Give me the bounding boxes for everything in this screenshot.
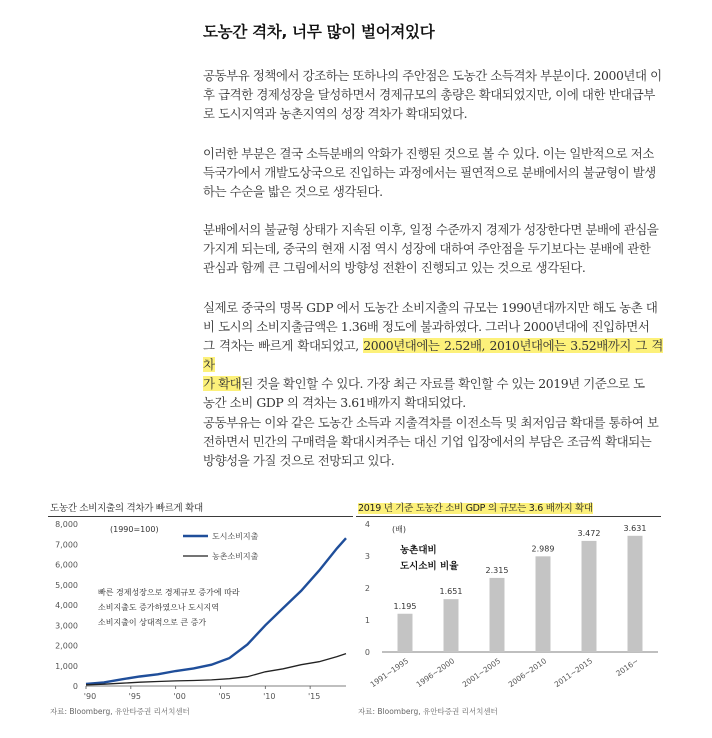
- x-category-label: 2001~2005: [460, 656, 503, 690]
- y-tick-label: 7,000: [55, 540, 78, 550]
- y-tick-label: 4,000: [55, 601, 78, 610]
- y-tick-label: 4: [364, 520, 370, 529]
- y-tick-label: 8,000: [55, 520, 78, 529]
- text-line: [203, 336, 663, 374]
- bar: [628, 536, 643, 652]
- x-tick-label: '05: [218, 692, 231, 701]
- paragraph-5: [203, 413, 663, 470]
- unit-note: (1990=100): [110, 525, 159, 534]
- y-tick-label: 0: [364, 648, 370, 657]
- y-tick-label: 1: [364, 616, 370, 625]
- paragraph-4: [203, 298, 663, 412]
- text-line: 로 도시지역과 농촌지역의 성장 격차가 확대되었다.: [203, 106, 468, 121]
- text-line: 하는 수순을 밟은 것으로 생각된다.: [203, 184, 383, 199]
- annotation-text: 빠른 경제성장으로 경제규모 증가에 따라: [98, 588, 240, 597]
- annotation-text: 소비지출도 증가하였으나 도시지역: [98, 603, 220, 612]
- left-chart-title: 도농간 소비지출의 격차가 빠르게 확대: [50, 503, 203, 514]
- y-tick-label: 1,000: [55, 661, 78, 671]
- highlighted-text: 가 확대: [203, 376, 242, 391]
- bar-value-label: 3.472: [577, 528, 601, 538]
- bar-value-label: 2.989: [531, 544, 555, 554]
- legend-label: 농촌소비지출: [212, 552, 259, 561]
- x-tick-label: '95: [128, 692, 142, 701]
- unit-note: (배): [392, 525, 406, 534]
- series-line-rural: [86, 654, 346, 685]
- paragraph-1: [203, 66, 663, 123]
- text-line: 관심과 함께 큰 그림에서의 방향성 전환이 진행되고 있는 것으로 생각된다.: [203, 260, 586, 275]
- x-tick-label: '15: [307, 692, 321, 701]
- legend-label: 도시소비지출: [212, 532, 259, 541]
- text-line: 공동부유는 이와 같은 도농간 소득과 지출격차를 이전소득 및 최저임금 확대를 통하여 보: [203, 415, 659, 430]
- y-tick-label: 0: [72, 682, 78, 691]
- bar-value-label: 1.651: [439, 587, 463, 597]
- y-tick-label: 2: [364, 584, 370, 593]
- series-label: 도시소비 비율: [400, 561, 459, 572]
- text-line: 공동부유 정책에서 강조하는 또하나의 주안점은 도농간 소득격차 부분이다. 2000년대 이: [203, 68, 662, 83]
- left-chart-source: 자료: Bloomberg, 유안타증권 리서치센터: [50, 707, 190, 716]
- text-line: 후 급격한 경제성장을 달성하면서 경제규모의 총량은 확대되었지만, 이에 대한 반대급부: [203, 87, 655, 102]
- series-label: 농촌대비: [400, 545, 437, 556]
- bar: [536, 556, 551, 652]
- paragraph-3: [203, 220, 663, 277]
- text-line: 전하면서 민간의 구매력을 확대시켜주는 대신 기업 입장에서의 부담은 조금씩 확대되는: [203, 434, 652, 449]
- x-tick-label: '00: [173, 692, 186, 701]
- text-line: 농간 소비 GDP 의 격차는 3.61배까지 확대되었다.: [203, 395, 466, 410]
- annotation-text: 소비지출이 상대적으로 큰 증가: [98, 618, 207, 627]
- bar: [398, 614, 413, 652]
- text-line: 이러한 부분은 결국 소득분배의 악화가 진행된 것으로 볼 수 있다. 이는 일반적으로 저소: [203, 146, 654, 161]
- bar: [444, 599, 459, 652]
- bar-value-label: 2.315: [485, 565, 509, 575]
- bar-value-label: 1.195: [393, 601, 417, 611]
- y-tick-label: 2,000: [55, 641, 78, 651]
- text-line: 가지게 되는데, 중국의 현재 시점 역시 성장에 대하여 주안점을 두기보다는 분배에 관한: [203, 241, 651, 256]
- bar: [582, 541, 597, 652]
- highlighted-text: 2000년대에는 2.52배, 2010년대에는 3.52배까지 그 격차: [203, 338, 664, 372]
- x-category-label: 2006~2010: [506, 656, 549, 690]
- x-category-label: 2011~2015: [552, 656, 595, 690]
- x-category-label: 1996~2000: [414, 656, 457, 690]
- page-heading: 도농간 격차, 너무 많이 벌어져있다: [203, 23, 435, 41]
- text-line: 득국가에서 개발도상국으로 진입하는 과정에서는 필연적으로 분배에서의 불균형이 발생: [203, 165, 656, 180]
- text-plain: 된 것을 확인할 수 있다. 가장 최근 자료를 확인할 수 있는 2019년 기준으로 도: [241, 376, 645, 391]
- right-chart-source: 자료: Bloomberg, 유안타증권 리서치센터: [358, 707, 498, 716]
- bar-chart: [356, 516, 666, 708]
- y-tick-label: 6,000: [55, 560, 78, 570]
- highlighted-text: 2019 년 기준 도농간 소비 GDP 의 규모는 3.6 배까지 확대: [358, 503, 593, 514]
- text-line: [203, 374, 663, 393]
- right-chart-title: [358, 500, 593, 514]
- text-plain: 그 격차는 빠르게 확대되었고,: [203, 338, 364, 353]
- text-line: 비 도시의 소비지출금액은 1.36배 정도에 불과하였다. 그러나 2000년대에 진입하면서: [203, 319, 650, 334]
- x-tick-label: '90: [83, 692, 97, 701]
- bar: [490, 578, 505, 652]
- bar-value-label: 3.631: [623, 523, 647, 533]
- x-tick-label: '10: [263, 692, 276, 701]
- text-line: 방향성을 가질 것으로 전망되고 있다.: [203, 453, 395, 468]
- y-tick-label: 3,000: [55, 621, 78, 631]
- text-line: 실제로 중국의 명목 GDP 에서 도농간 소비지출의 규모는 1990년대까지만 해도 농촌 대: [203, 300, 658, 315]
- line-chart: [40, 516, 360, 708]
- y-tick-label: 5,000: [55, 580, 78, 590]
- text-line: 분배에서의 불균형 상태가 지속된 이후, 일정 수준까지 경제가 성장한다면 분배에 관심을: [203, 222, 659, 237]
- x-category-label: 1991~1995: [368, 656, 411, 690]
- y-tick-label: 3: [364, 552, 370, 561]
- x-category-label: 2016~: [614, 656, 641, 679]
- paragraph-2: [203, 144, 663, 201]
